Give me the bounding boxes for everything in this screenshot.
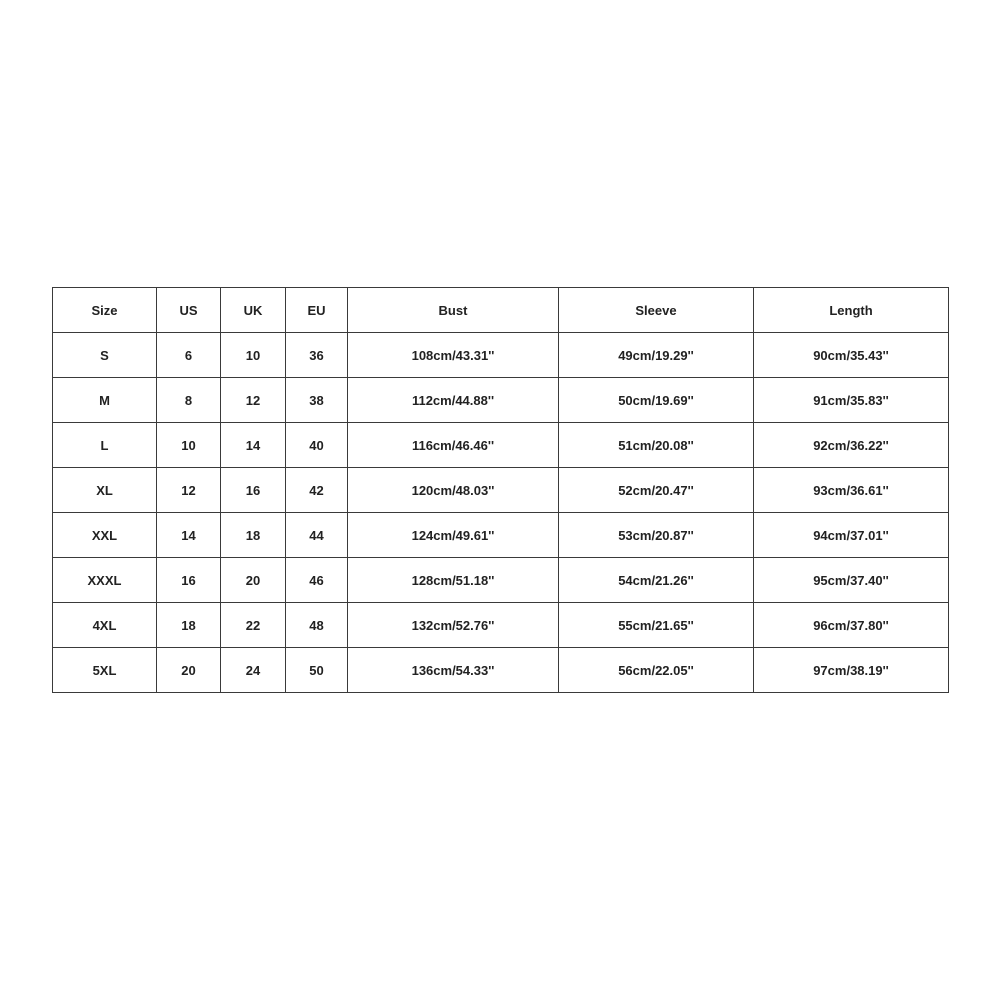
cell-bust: 128cm/51.18'' bbox=[348, 558, 559, 603]
cell-size: XXL bbox=[53, 513, 157, 558]
cell-bust: 132cm/52.76'' bbox=[348, 603, 559, 648]
cell-length: 92cm/36.22'' bbox=[754, 423, 949, 468]
cell-size: L bbox=[53, 423, 157, 468]
table-row bbox=[53, 513, 949, 558]
cell-uk: 14 bbox=[221, 423, 286, 468]
table-row bbox=[53, 603, 949, 648]
cell-bust: 116cm/46.46'' bbox=[348, 423, 559, 468]
cell-size: S bbox=[53, 333, 157, 378]
cell-length: 91cm/35.83'' bbox=[754, 378, 949, 423]
cell-bust: 124cm/49.61'' bbox=[348, 513, 559, 558]
cell-bust: 112cm/44.88'' bbox=[348, 378, 559, 423]
cell-sleeve: 50cm/19.69'' bbox=[559, 378, 754, 423]
cell-us: 20 bbox=[157, 648, 221, 693]
table-row bbox=[53, 378, 949, 423]
cell-size: XL bbox=[53, 468, 157, 513]
header-us: US bbox=[157, 288, 221, 333]
cell-bust: 108cm/43.31'' bbox=[348, 333, 559, 378]
cell-sleeve: 52cm/20.47'' bbox=[559, 468, 754, 513]
cell-sleeve: 49cm/19.29'' bbox=[559, 333, 754, 378]
cell-length: 96cm/37.80'' bbox=[754, 603, 949, 648]
header-length: Length bbox=[754, 288, 949, 333]
cell-sleeve: 51cm/20.08'' bbox=[559, 423, 754, 468]
cell-us: 12 bbox=[157, 468, 221, 513]
cell-us: 14 bbox=[157, 513, 221, 558]
cell-eu: 38 bbox=[286, 378, 348, 423]
cell-bust: 120cm/48.03'' bbox=[348, 468, 559, 513]
cell-uk: 22 bbox=[221, 603, 286, 648]
header-uk: UK bbox=[221, 288, 286, 333]
header-eu: EU bbox=[286, 288, 348, 333]
cell-sleeve: 53cm/20.87'' bbox=[559, 513, 754, 558]
cell-eu: 36 bbox=[286, 333, 348, 378]
cell-us: 8 bbox=[157, 378, 221, 423]
cell-sleeve: 55cm/21.65'' bbox=[559, 603, 754, 648]
cell-size: M bbox=[53, 378, 157, 423]
cell-eu: 40 bbox=[286, 423, 348, 468]
cell-length: 97cm/38.19'' bbox=[754, 648, 949, 693]
cell-sleeve: 56cm/22.05'' bbox=[559, 648, 754, 693]
header-bust: Bust bbox=[348, 288, 559, 333]
header-sleeve: Sleeve bbox=[559, 288, 754, 333]
cell-size: 5XL bbox=[53, 648, 157, 693]
cell-eu: 46 bbox=[286, 558, 348, 603]
cell-eu: 48 bbox=[286, 603, 348, 648]
table-row bbox=[53, 648, 949, 693]
cell-us: 10 bbox=[157, 423, 221, 468]
cell-us: 18 bbox=[157, 603, 221, 648]
cell-uk: 16 bbox=[221, 468, 286, 513]
cell-uk: 12 bbox=[221, 378, 286, 423]
table-row bbox=[53, 333, 949, 378]
table-row bbox=[53, 468, 949, 513]
cell-length: 95cm/37.40'' bbox=[754, 558, 949, 603]
cell-eu: 42 bbox=[286, 468, 348, 513]
cell-eu: 50 bbox=[286, 648, 348, 693]
table-row bbox=[53, 423, 949, 468]
cell-eu: 44 bbox=[286, 513, 348, 558]
size-chart-table bbox=[52, 287, 949, 693]
cell-sleeve: 54cm/21.26'' bbox=[559, 558, 754, 603]
cell-bust: 136cm/54.33'' bbox=[348, 648, 559, 693]
cell-uk: 24 bbox=[221, 648, 286, 693]
table-header-row bbox=[53, 288, 949, 333]
table-row bbox=[53, 558, 949, 603]
cell-uk: 20 bbox=[221, 558, 286, 603]
cell-length: 90cm/35.43'' bbox=[754, 333, 949, 378]
cell-uk: 18 bbox=[221, 513, 286, 558]
cell-us: 6 bbox=[157, 333, 221, 378]
cell-size: XXXL bbox=[53, 558, 157, 603]
cell-uk: 10 bbox=[221, 333, 286, 378]
cell-length: 94cm/37.01'' bbox=[754, 513, 949, 558]
cell-length: 93cm/36.61'' bbox=[754, 468, 949, 513]
cell-us: 16 bbox=[157, 558, 221, 603]
header-size: Size bbox=[53, 288, 157, 333]
cell-size: 4XL bbox=[53, 603, 157, 648]
